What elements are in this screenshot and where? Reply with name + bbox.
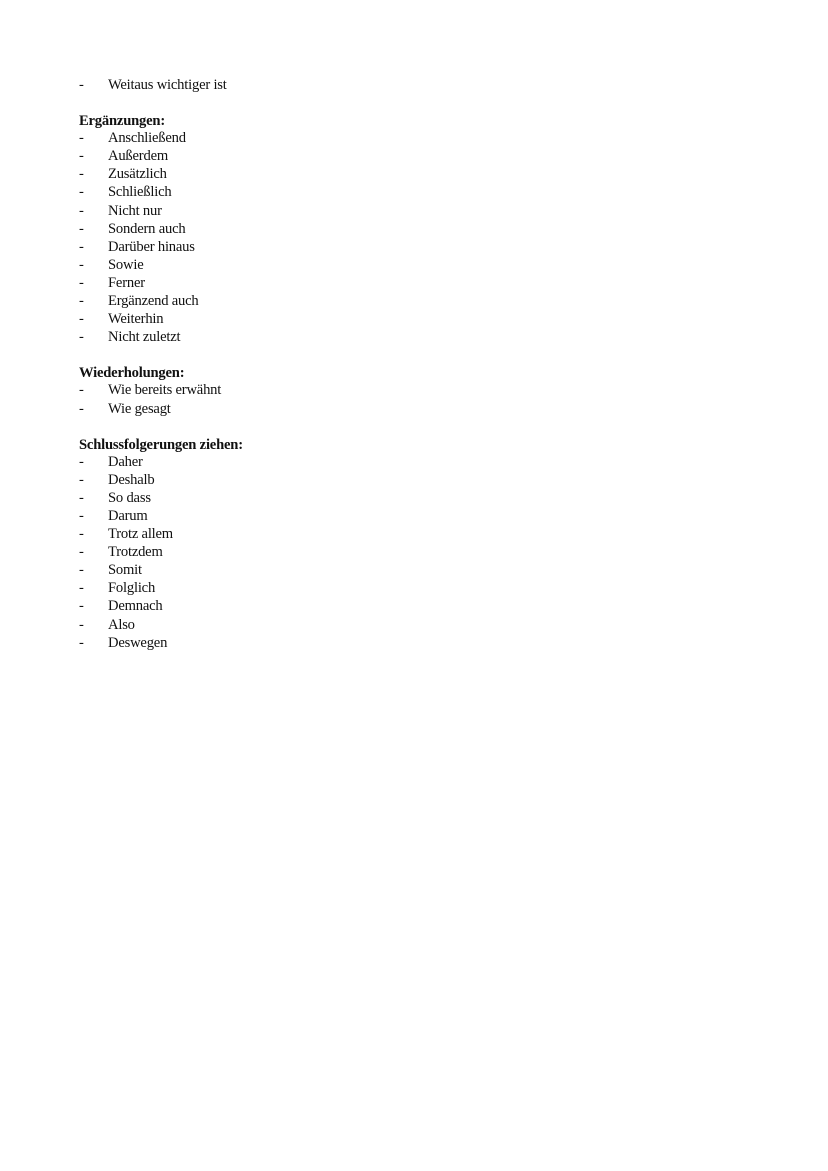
section-heading: Ergänzungen:	[79, 113, 165, 130]
dash-bullet: -	[79, 598, 84, 615]
list-item-text: Trotzdem	[108, 544, 163, 561]
list-item-text: Wie bereits erwähnt	[108, 382, 222, 399]
list-item-text: Außerdem	[108, 148, 168, 165]
dash-bullet: -	[79, 634, 84, 651]
dash-bullet: -	[79, 400, 84, 417]
list-item-text: Deshalb	[108, 471, 155, 488]
list-item-text: Nicht nur	[108, 202, 162, 219]
dash-bullet: -	[79, 166, 84, 183]
document-content	[79, 77, 679, 653]
list-item-text: Darum	[108, 507, 148, 524]
list-item	[79, 293, 679, 311]
list-item	[79, 77, 679, 95]
list-item	[79, 580, 679, 598]
list-item	[79, 454, 679, 472]
list-item	[79, 562, 679, 580]
dash-bullet: -	[79, 471, 84, 488]
list-item	[79, 221, 679, 239]
list-item-text: Deswegen	[108, 634, 168, 651]
section-list	[79, 382, 679, 418]
dash-bullet: -	[79, 526, 84, 543]
list-item-text: Sondern auch	[108, 220, 186, 237]
dash-bullet: -	[79, 148, 84, 165]
list-item-text: Weitaus wichtiger ist	[108, 77, 227, 93]
list-item-text: Demnach	[108, 598, 163, 615]
list-item	[79, 130, 679, 148]
section-ergaenzungen	[79, 112, 679, 347]
section-list	[79, 130, 679, 347]
dash-bullet: -	[79, 220, 84, 237]
list-item-text: Darüber hinaus	[108, 238, 195, 255]
list-item-text: Zusätzlich	[108, 166, 167, 183]
list-item-text: Anschließend	[108, 130, 186, 147]
section-heading: Wiederholungen:	[79, 365, 185, 382]
list-item-text: Also	[108, 616, 135, 633]
list-item-text: Schließlich	[108, 184, 172, 201]
list-item	[79, 635, 679, 653]
section-list	[79, 454, 679, 653]
dash-bullet: -	[79, 580, 84, 597]
list-item	[79, 184, 679, 202]
list-item-text: So dass	[108, 489, 151, 506]
dash-bullet: -	[79, 453, 84, 470]
dash-bullet: -	[79, 77, 84, 93]
dash-bullet: -	[79, 293, 84, 310]
list-item	[79, 617, 679, 635]
list-item-text: Ergänzend auch	[108, 293, 199, 310]
list-item-text: Trotz allem	[108, 526, 173, 543]
dash-bullet: -	[79, 616, 84, 633]
list-item	[79, 598, 679, 616]
list-item	[79, 526, 679, 544]
dash-bullet: -	[79, 562, 84, 579]
list-item	[79, 275, 679, 293]
dash-bullet: -	[79, 202, 84, 219]
list-item	[79, 382, 679, 400]
dash-bullet: -	[79, 184, 84, 201]
list-item	[79, 203, 679, 221]
list-item	[79, 490, 679, 508]
dash-bullet: -	[79, 274, 84, 291]
section-wiederholungen	[79, 364, 679, 418]
list-item	[79, 401, 679, 419]
list-item-text: Daher	[108, 453, 143, 470]
list-item-text: Wie gesagt	[108, 400, 171, 417]
list-item-text: Weiterhin	[108, 311, 164, 328]
section-schlussfolgerungen	[79, 436, 679, 653]
dash-bullet: -	[79, 544, 84, 561]
section-heading: Schlussfolgerungen ziehen:	[79, 436, 243, 453]
list-item	[79, 239, 679, 257]
list-item	[79, 166, 679, 184]
dash-bullet: -	[79, 238, 84, 255]
list-item-text: Sowie	[108, 256, 144, 273]
list-item	[79, 329, 679, 347]
dash-bullet: -	[79, 489, 84, 506]
dash-bullet: -	[79, 382, 84, 399]
list-item	[79, 508, 679, 526]
intro-list	[79, 77, 679, 95]
dash-bullet: -	[79, 507, 84, 524]
list-item	[79, 148, 679, 166]
dash-bullet: -	[79, 256, 84, 273]
list-item-text: Somit	[108, 562, 142, 579]
list-item	[79, 257, 679, 275]
dash-bullet: -	[79, 329, 84, 346]
list-item-text: Nicht zuletzt	[108, 329, 181, 346]
list-item-text: Folglich	[108, 580, 156, 597]
list-item-text: Ferner	[108, 274, 145, 291]
list-item	[79, 472, 679, 490]
dash-bullet: -	[79, 311, 84, 328]
list-item	[79, 544, 679, 562]
dash-bullet: -	[79, 130, 84, 147]
list-item	[79, 311, 679, 329]
